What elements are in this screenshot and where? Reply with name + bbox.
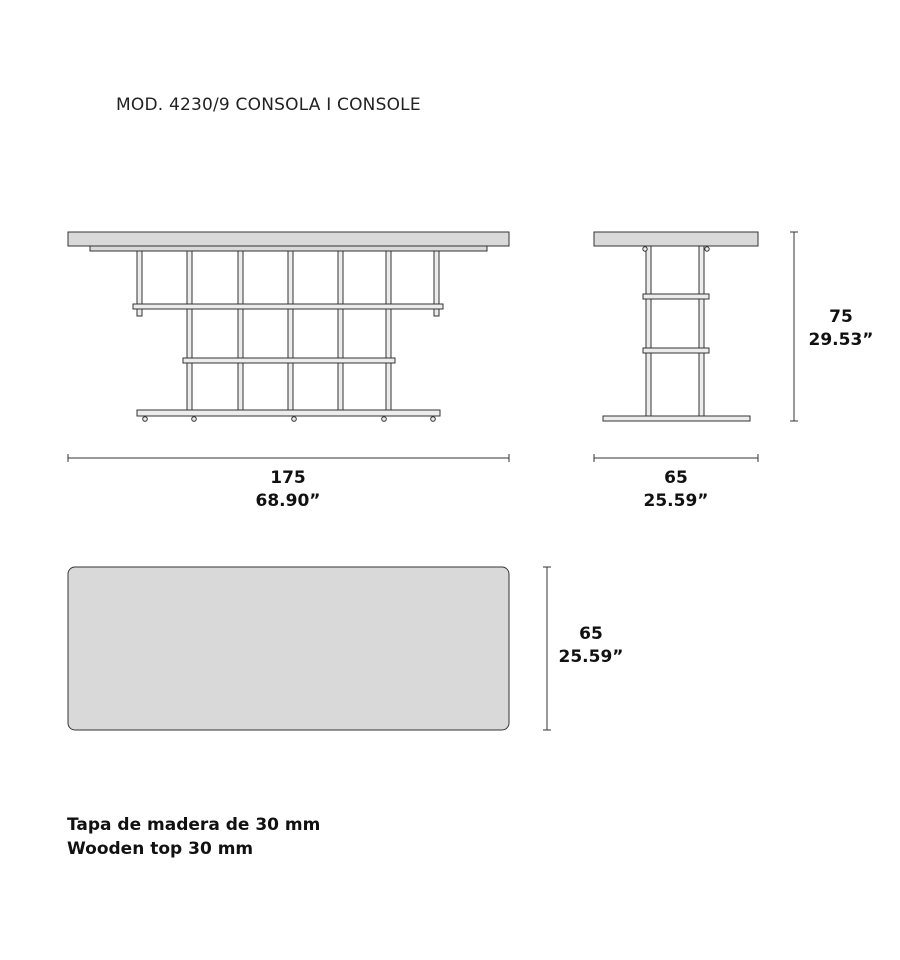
front-foot xyxy=(382,417,387,422)
height-cm: 75 xyxy=(829,307,853,327)
front-shelf-bar xyxy=(183,358,395,363)
side-depth-cm: 65 xyxy=(664,468,688,488)
height-inch: 29.53” xyxy=(808,330,874,350)
side-pin xyxy=(705,247,709,251)
front-width-inch: 68.90” xyxy=(255,491,321,511)
front-leg xyxy=(288,251,293,411)
front-leg xyxy=(238,251,243,411)
material-note-es: Tapa de madera de 30 mm xyxy=(67,815,321,835)
material-note xyxy=(67,813,320,861)
front-foot xyxy=(431,417,436,422)
side-base xyxy=(603,416,750,421)
side-leg xyxy=(646,246,651,416)
side-top xyxy=(594,232,758,246)
front-foot xyxy=(292,417,297,422)
side-crossbar xyxy=(643,294,709,299)
side-depth-label xyxy=(626,467,726,513)
front-width-label xyxy=(238,467,338,513)
side-depth-dimension-line xyxy=(594,454,758,462)
page-title: MOD. 4230/9 CONSOLA I CONSOLE xyxy=(116,95,421,115)
side-pin xyxy=(643,247,647,251)
front-top xyxy=(68,232,509,246)
front-shelf-bar xyxy=(133,304,443,309)
front-leg xyxy=(187,251,192,411)
front-width-cm: 175 xyxy=(270,468,306,488)
top-depth-label xyxy=(541,623,641,669)
height-label xyxy=(791,306,891,352)
side-leg xyxy=(699,246,704,416)
front-leg xyxy=(386,251,391,411)
front-foot xyxy=(192,417,197,422)
material-note-en: Wooden top 30 mm xyxy=(67,839,254,859)
front-leg xyxy=(338,251,343,411)
front-apron xyxy=(90,246,487,251)
top-depth-inch: 25.59” xyxy=(558,647,624,667)
top-view-tabletop xyxy=(68,567,509,730)
side-depth-inch: 25.59” xyxy=(643,491,709,511)
top-depth-cm: 65 xyxy=(579,624,603,644)
front-width-dimension-line xyxy=(68,454,509,462)
front-base-bar xyxy=(137,410,440,416)
side-view xyxy=(594,232,758,421)
front-foot xyxy=(143,417,148,422)
side-crossbar xyxy=(643,348,709,353)
front-view xyxy=(68,232,509,421)
